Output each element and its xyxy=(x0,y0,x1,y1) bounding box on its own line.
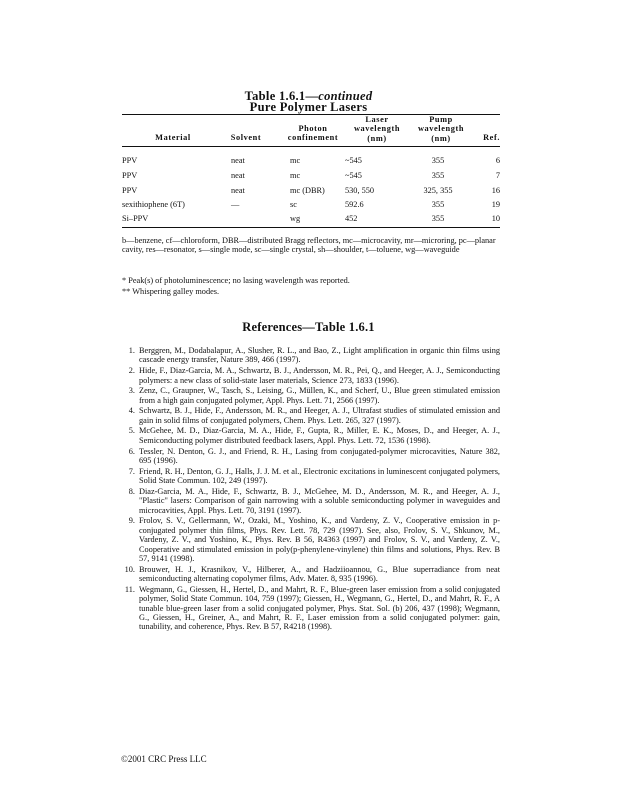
abbreviation-note: b—benzene, cf—chloroform, DBR—distributed Bragg reflectors, mc—microcavity, mr—microring, pc—planar cavity, res—resonator, s—single mode, sc—single crystal, sh—shoulder, t—toluene, wg—waveguide xyxy=(122,236,496,255)
cell-laser: 530, 550 xyxy=(345,186,375,195)
header-photon-confinement xyxy=(282,124,344,143)
ref-number: 11. xyxy=(124,584,135,594)
table-title-continued: continued xyxy=(318,89,373,103)
table-subtitle: Pure Polymer Lasers xyxy=(249,100,368,114)
cell-confinement: wg xyxy=(290,214,301,223)
cell-confinement: mc xyxy=(290,171,301,180)
ref-number: 4. xyxy=(128,406,135,416)
copyright-notice: ©2001 CRC Press LLC xyxy=(121,754,207,764)
cell-pump: 355 xyxy=(431,171,445,180)
cell-ref: 16 xyxy=(491,186,500,195)
list-item xyxy=(122,565,500,584)
list-item xyxy=(122,585,500,632)
cell-pump: 325, 355 xyxy=(423,186,453,195)
table-bottom-rule xyxy=(122,227,500,228)
ref-text: Wegmann, G., Giessen, H., Hertel, D., and Mahrt, R. F., Blue-green laser emission from a solid conjugated polymer, Solid State Commun. 104, 759 (1997); Giessen, H., Wegmann, G., Hertel, D., and Mahrt, R. F., A tunable blue-green laser from a solid conjugated polymer, Phys. Stat. Sol. (b) 206, 437 (1998); Wegmann, G., Giessen, H., Greiner, A., and Mahrt, R. F., Laser emission from a solid conjugated polymer: gain, tunability, and coherence, Phys. Rev. B 57, R4218 (1998). xyxy=(139,584,500,632)
list-item xyxy=(122,346,500,365)
header-laser-line1: Laser xyxy=(365,115,389,124)
cell-solvent: neat xyxy=(231,186,245,195)
cell-material: PPV xyxy=(122,156,138,165)
header-pump-wavelength xyxy=(410,115,472,143)
ref-text: Tessler, N. Denton, G. J., and Friend, R. H., Lasing from conjugated-polymer microcavities, Nature 382, 695 (1996). xyxy=(139,446,500,465)
cell-material: sexithiophene (6T) xyxy=(122,200,185,209)
ref-text: Berggren, M., Dodabalapur, A., Slusher, R. L., and Bao, Z., Light amplification in organic thin films using cascade energy transfer, Nature 389, 466 (1997). xyxy=(139,346,500,365)
cell-ref: 19 xyxy=(491,200,500,209)
ref-number: 10. xyxy=(124,564,135,574)
ref-number: 2. xyxy=(128,366,135,376)
table-title: Table 1.6.1—continued xyxy=(244,89,373,103)
header-laser-line2: wavelength xyxy=(353,124,401,134)
ref-number: 5. xyxy=(128,426,135,436)
cell-solvent: — xyxy=(231,200,240,209)
header-material: Material xyxy=(155,133,191,142)
ref-text: Schwartz, B. J., Hide, F., Andersson, M. R., and Heeger, A. J., Ultrafast studies of stimulated emission and gain in solid films of conjugated polymers, Chem. Phys. Lett. 265, 327 (1997). xyxy=(139,406,500,425)
cell-ref: 6 xyxy=(495,156,500,165)
cell-laser: 592.6 xyxy=(345,200,364,209)
cell-pump: 355 xyxy=(431,214,445,223)
cell-material: PPV xyxy=(122,171,138,180)
header-laser-wavelength xyxy=(346,115,408,143)
list-item xyxy=(122,406,500,425)
cell-ref: 10 xyxy=(491,214,500,223)
cell-laser: ~545 xyxy=(345,171,362,180)
ref-number: 7. xyxy=(128,466,135,476)
ref-number: 9. xyxy=(128,516,135,526)
cell-pump: 355 xyxy=(431,156,445,165)
ref-text: Diaz-Garcia, M. A., Hide, F., Schwartz, B. J., McGehee, M. D., Andersson, M. R., and Heeger, A. J., "Plastic" lasers: Comparison of gain narrowing with a soluble semiconducting polymer in waveguides and microcavities, Appl. Phys. Lett. 70, 3191 (1997). xyxy=(139,486,500,515)
cell-solvent: neat xyxy=(231,171,245,180)
cell-confinement: mc (DBR) xyxy=(290,186,325,195)
ref-text: Frolov, S. V., Gellermann, W., Ozaki, M., Yoshino, K., and Vardeny, Z. V., Cooperative emission in p-conjugated polymer thin films, Phys. Rev. Lett. 78, 729 (1997). See, also, Frolov, S. V., Shkunov, M., Vardeny, Z. V., and Yoshino, K., Phys. Rev. B 56, R4363 (1997) and Frolov, S. V., and Vardeny, Z. V., Cooperative and stimulated emission in poly(p-phenylene-vinylene) thin films and solutions, Phys. Rev. B 57, 9141 (1998). xyxy=(139,516,500,563)
cell-material: PPV xyxy=(122,186,138,195)
cell-ref: 7 xyxy=(495,171,500,180)
list-item xyxy=(122,467,500,486)
ref-text: McGehee, M. D., Diaz-Garcia, M. A., Hide, F., Gupta, R., Miller, E. K., Moses, D., and Heeger, A. J., Semiconducting polymer distributed feedback lasers, Appl. Phys. Lett. 72, 1536 (1998). xyxy=(139,426,500,445)
cell-laser: ~545 xyxy=(345,156,362,165)
ref-number: 6. xyxy=(128,446,135,456)
ref-text: Hide, F., Diaz-Garcia, M. A., Schwartz, B. J., Andersson, M. R., Pei, Q., and Heeger, A. J., Semiconducting polymers: a new class of solid-state laser materials, Science 273, 1833 (1996). xyxy=(139,366,500,385)
ref-text: Friend, R. H., Denton, G. J., Halls, J. J. M. et al., Electronic excitations in luminescent conjugated polymers, Solid State Commun. 102, 249 (1997). xyxy=(139,466,500,486)
ref-text: Brouwer, H. J., Krasnikov, V., Hilberer, A., and Hadziioannou, G., Blue superradiance from neat semiconducting alternating copolymer films, Adv. Mater. 8, 935 (1996). xyxy=(139,564,500,584)
header-ref: Ref. xyxy=(483,133,500,142)
header-photon-line1: Photon xyxy=(298,124,328,133)
list-item xyxy=(122,516,500,563)
list-item xyxy=(122,487,500,515)
list-item xyxy=(122,447,500,466)
list-item xyxy=(122,426,500,445)
ref-number: 3. xyxy=(128,386,135,396)
header-bottom-rule xyxy=(122,146,500,147)
ref-number: 8. xyxy=(128,486,135,496)
header-solvent: Solvent xyxy=(230,133,262,142)
header-laser-line3: (nm) xyxy=(367,133,387,143)
cell-confinement: sc xyxy=(290,200,297,209)
ref-text: Zenz, C., Graupner, W., Tasch, S., Leising, G., Müllen, K., and Scherf, U., Blue green stimulated emission from a high gain conjugated polymer, Appl. Phys. Lett. 71, 2566 (1997). xyxy=(139,386,500,405)
cell-material: Si–PPV xyxy=(122,214,149,223)
cell-pump: 355 xyxy=(431,200,445,209)
footnote-2: ** Whispering galley modes. xyxy=(122,287,220,296)
header-pump-line2: wavelength xyxy=(417,124,465,134)
references-title: References—Table 1.6.1 xyxy=(242,320,375,334)
header-pump-line3: (nm) xyxy=(431,133,451,143)
cell-confinement: mc xyxy=(290,156,301,165)
header-photon-line2: confinement xyxy=(287,133,339,143)
list-item xyxy=(122,386,500,405)
header-pump-line1: Pump xyxy=(429,115,453,124)
footnote-1: * Peak(s) of photoluminescence; no lasing wavelength was reported. xyxy=(122,276,350,285)
list-item xyxy=(122,366,500,385)
cell-solvent: neat xyxy=(231,156,245,165)
reference-list xyxy=(122,346,500,633)
ref-number: 1. xyxy=(128,346,135,355)
cell-laser: 452 xyxy=(345,214,358,223)
